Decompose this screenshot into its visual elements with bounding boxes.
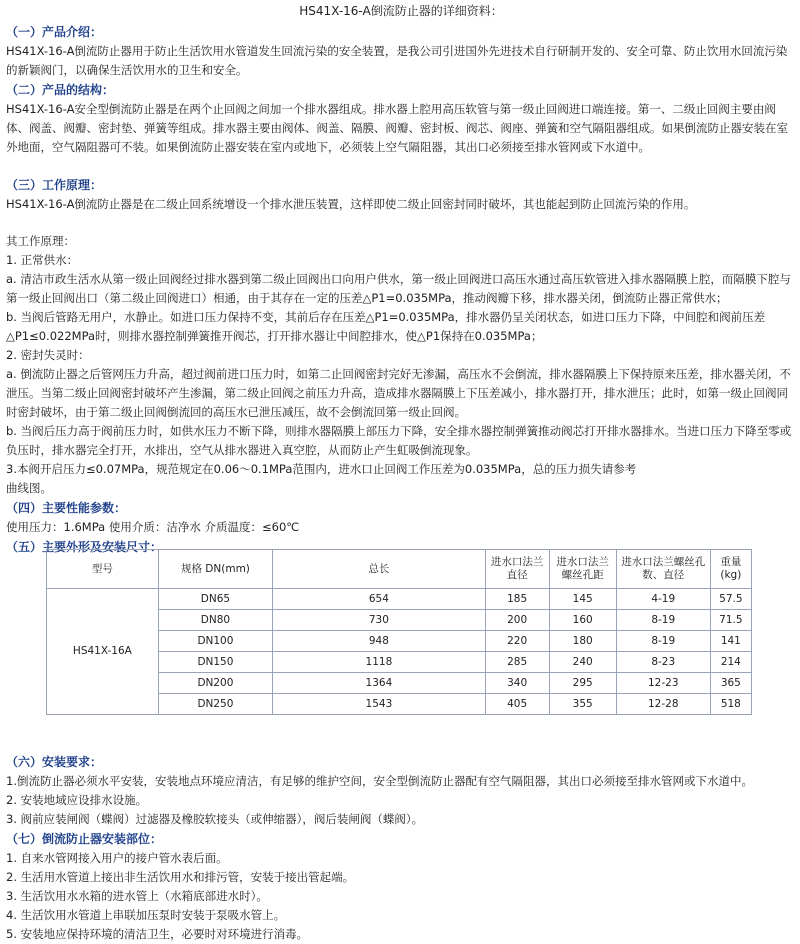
table-cell: 405: [485, 694, 549, 715]
table-cell: 145: [549, 589, 616, 610]
spacer: [6, 214, 796, 232]
principle-line: a. 倒流防止器之后管网压力升高，超过阀前进口压力时，如第二止回阀密封完好无渗漏，高压水不会倒流，排水器隔膜上下保持原来压差，排水器关闭，不泄压。当第二级止回阀密封破坏产生渗漏，第二级止回阀之前压力升高，造成排水器隔膜上下压差减小，排水器打开，排水泄压；此时，如第一级止回阀同时密封破坏，由于第二级止回阀倒流回的高压水已泄压减压，故不会倒流回第一级止回阀。: [6, 367, 791, 419]
table-cell: 4-19: [616, 589, 710, 610]
table-cell: DN80: [158, 610, 272, 631]
install-pos-item: 5. 安装地应保持环境的清洁卫生，必要时对环境进行消毒。: [6, 927, 309, 941]
header-cell: 型号: [47, 550, 159, 589]
principle-text: HS41X-16-A倒流防止器是在二级止回系统增设一个排水泄压装置，这样即使二级止回密封同时破坏，其也能起到防止回流污染的作用。: [6, 197, 696, 211]
table-cell: 240: [549, 652, 616, 673]
section-heading-intro: （一）产品介绍：: [6, 25, 103, 39]
structure-text: HS41X-16-A安全型倒流防止器是在两个止回阀之间加一个排水器组成。排水器上腔用高压软管与第一级止回阀进口端连接。第一、二级止回阀主要由阀体、阀盖、阀瓣、密封垫、弹簧等组成。排水器主要由阀体、阀盖、隔膜、阀瓣、密封板、阀芯、阀座、弹簧和空气隔阻器组成。如果倒流防止器安装在室外地面，空气隔阻器可不装。如果倒流防止器安装在室内或地下，必须装上空气隔阻器，其出口必须接至排水管网或下水道中。: [6, 102, 788, 154]
install-req-item: 1.倒流防止器必须水平安装，安装地点环境应清洁，有足够的维护空间，安全型倒流防止器配有空气隔阻器，其出口必须接至排水管网或下水道中。: [6, 774, 753, 788]
section-heading-install-positions: （七）倒流防止器安装部位：: [6, 832, 163, 846]
document-body: [6, 0, 796, 557]
table-cell: DN65: [158, 589, 272, 610]
table-cell: 8-23: [616, 652, 710, 673]
install-pos-item: 3. 生活饮用水水箱的进水管上（水箱底部进水时）。: [6, 889, 268, 903]
table-cell: 1364: [273, 673, 486, 694]
table-row: [47, 589, 752, 610]
table-cell: 160: [549, 610, 616, 631]
table-cell: DN250: [158, 694, 272, 715]
section-heading-install-requirements: （六）安装要求：: [6, 755, 103, 769]
table-cell: DN200: [158, 673, 272, 694]
table-cell: 518: [710, 694, 751, 715]
install-req-item: 2. 安装地域应设排水设施。: [6, 793, 148, 807]
section-heading-structure: （二）产品的结构：: [6, 83, 115, 97]
table-cell: 12-23: [616, 673, 710, 694]
header-cell: 总长: [273, 550, 486, 589]
table-cell: 71.5: [710, 610, 751, 631]
table-cell: 220: [485, 631, 549, 652]
header-cell: 进水口法兰直径: [485, 550, 549, 589]
install-pos-item: 1. 自来水管网接入用户的接户管水表后面。: [6, 851, 228, 865]
table-cell: 948: [273, 631, 486, 652]
spec-table: [46, 549, 752, 715]
table-cell: 57.5: [710, 589, 751, 610]
header-cell: 进水口法兰螺丝孔距: [549, 550, 616, 589]
principle-line: b. 当阀后压力高于阀前压力时，如供水压力不断下降，则排水器隔膜上部压力下降，安全排水器控制弹簧推动阀芯打开排水器排水。当进口压力下降至零或负压时，排水器完全打开，水排出，空气从排水器进入真空腔，从而防止产生虹吸倒流现象。: [6, 424, 792, 457]
section-heading-performance: （四）主要性能参数：: [6, 501, 127, 515]
table-cell: 340: [485, 673, 549, 694]
principle-line: 3.本阀开启压力≤0.07MPa，规范规定在0.06～0.1MPa范围内，进水口止回阀工作压差为0.035MPa，总的压力损失请参考: [6, 462, 637, 476]
table-cell: 730: [273, 610, 486, 631]
principle-line: a. 清洁市政生活水从第一级止回阀经过排水器到第二级止回阀出口向用户供水，第一级止回阀进口高压水通过高压软管进入排水器隔膜上腔，而隔膜下腔与第一级止回阀出口（第二级止回阀进口）相通，由于其存在一定的压差△P1=0.035MPa，推动阀瓣下移，排水器关闭，倒流防止器正常供水；: [6, 272, 791, 305]
table-cell: 285: [485, 652, 549, 673]
table-cell: 654: [273, 589, 486, 610]
table-cell: DN100: [158, 631, 272, 652]
header-cell: 重量(kg): [710, 550, 751, 589]
section-heading-dimensions: （五）主要外形及安装尺寸：: [6, 540, 163, 554]
install-pos-item: 4. 生活饮用水管道上串联加压泵时安装于泵吸水管上。: [6, 908, 286, 922]
model-cell: HS41X-16A: [47, 589, 159, 715]
table-cell: 8-19: [616, 610, 710, 631]
section-heading-principle: （三）工作原理：: [6, 178, 103, 192]
principle-line: b. 当阀后管路无用户，水静止。如进口压力保持不变，其前后存在压差△P1=0.035MPa，排水器仍呈关闭状态，如进口压力下降，中间腔和阀前压差△P1≤0.022MPa时，则排水器控制弹簧推开阀芯，打开排水器让中间腔排水，使△P1保持在0.035MPa；: [6, 310, 766, 343]
table-cell: DN150: [158, 652, 272, 673]
principle-subtitle: 其工作原理：: [6, 234, 75, 248]
table-cell: 200: [485, 610, 549, 631]
table-cell: 365: [710, 673, 751, 694]
table-header-row: [47, 550, 752, 589]
principle-line: 1. 正常供水：: [6, 253, 79, 267]
table-cell: 1118: [273, 652, 486, 673]
table-cell: 355: [549, 694, 616, 715]
table-cell: 12-28: [616, 694, 710, 715]
spacer: [6, 157, 796, 175]
performance-text: 使用压力：1.6MPa 使用介质：洁净水 介质温度：≤60℃: [6, 520, 300, 534]
document-lower: [6, 752, 796, 944]
table-cell: 185: [485, 589, 549, 610]
install-pos-item: 2. 生活用水管道上接出非生活饮用水和排污管，安装于接出管起端。: [6, 870, 355, 884]
table-cell: 180: [549, 631, 616, 652]
principle-line: 曲线图。: [6, 481, 52, 495]
header-cell: 规格 DN(mm): [158, 550, 272, 589]
intro-text: HS41X-16-A倒流防止器用于防止生活饮用水管道发生回流污染的安全装置，是我公司引进国外先进技术自行研制开发的、安全可靠、防止饮用水回流污染的新颖阀门，以确保生活饮用水的卫生和安全。: [6, 44, 788, 77]
table-cell: 295: [549, 673, 616, 694]
table-cell: 214: [710, 652, 751, 673]
table-cell: 141: [710, 631, 751, 652]
install-req-item: 3. 阀前应装闸阀（蝶阀）过滤器及橡胶软接头（或伸缩器），阀后装闸阀（蝶阀）。: [6, 812, 424, 826]
principle-line: 2. 密封失灵时：: [6, 348, 90, 362]
page-title: HS41X-16-A倒流防止器的详细资料：: [299, 4, 503, 18]
table-cell: 1543: [273, 694, 486, 715]
table-cell: 8-19: [616, 631, 710, 652]
header-cell: 进水口法兰螺丝孔数、直径: [616, 550, 710, 589]
